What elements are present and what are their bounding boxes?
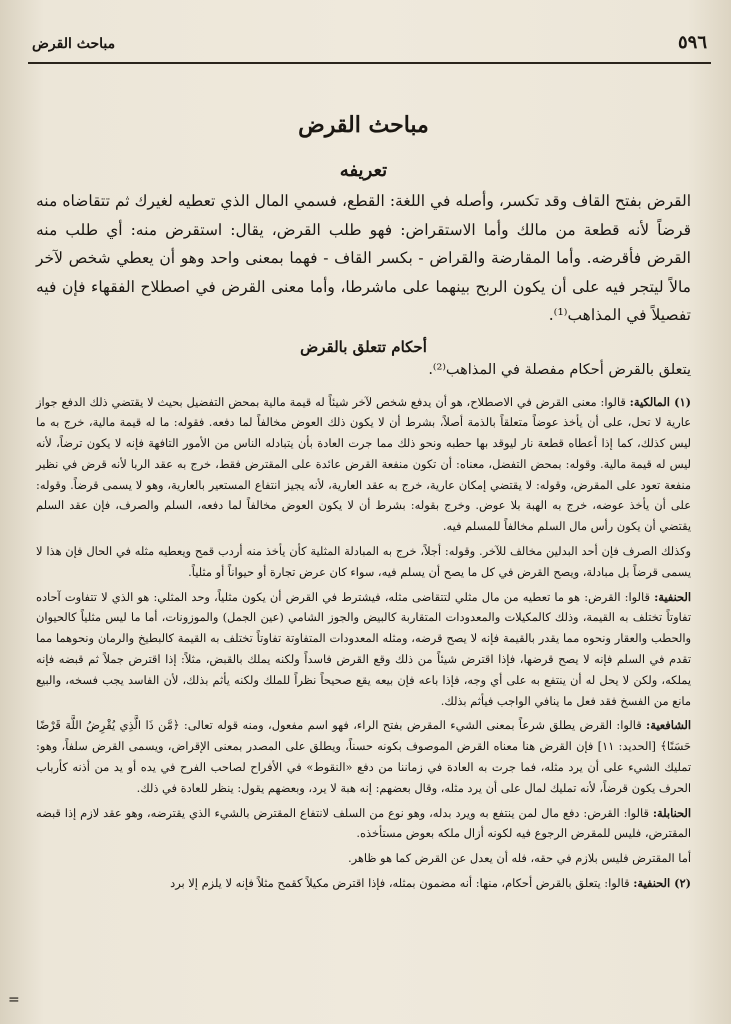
- continuation-mark: =: [8, 992, 20, 1008]
- footnote-label: (١) المالكية:: [629, 394, 691, 409]
- rulings-paragraph: يتعلق بالقرض أحكام مفصلة في المذاهب⁽²⁾.: [428, 361, 691, 378]
- footnote-text: قالوا: القرض يطلق شرعاً بمعنى الشيء المقرض بفتح الراء، فهو اسم مفعول، ومنه قوله تعالى: ﴿مَّن ذَا الَّذِي يُقْرِضُ اللَّهَ قَرْضًا حَسَنًا﴾ [الحديد: ١١] فإن القرض هنا معناه القرض الموصوف بكونه حسناً، ويطلق على المصدر بمعنى الإقراض، ويسمى القرض سلفاً، وهو: تمليك الشيء على أن يرد مثله، فما جرت به العادة في زماننا من دفع «النقوط» في الأفراح لصاحب الفرح في يده أو يد من أذنه كأرباب الحرف يكون قرضاً، لأنه تمليك لمال على أن يرد مثله، وقال بعضهم: إنه هبة لا يرد، وبعضهم يقول: ينظر للعادة في ذلك.: [36, 718, 691, 795]
- footnote-hanafi: [36, 587, 691, 712]
- footnote-text: قالوا: يتعلق بالقرض أحكام، منها: أنه مضمون بمثله، فإذا اقترض مكيلاً كقمح مثلاً فإنه لا يلزم إلا برد: [170, 876, 630, 891]
- running-title: مباحث القرض: [32, 36, 116, 52]
- page-body: [36, 112, 691, 898]
- footnote-shafii: [36, 715, 691, 798]
- footnote-maliki-continued: [36, 541, 691, 583]
- definition-heading: تعريفه: [339, 160, 388, 181]
- definition-paragraph: القرض بفتح القاف وقد تكسر، وأصله في اللغة: القطع، فسمي المال الذي تعطيه لغيرك ثم تتقاضاه منه قرضاً لأنه قطعة من مالك وأما الاستقراض: فهو طلب القرض، يقال: استقرض منه: أي طلب منه القرض فأقرضه. وأما المقارضة والقراض - بكسر القاف - فهما بمعنى واحد وهو أن يعطي شخص لآخر مالاً ليتجر فيه على أن يكون الربح بينهما على ماشرطا، وأما معنى القرض في اصطلاح الفقهاء فإن فيه تفصيلاً في المذاهب⁽¹⁾.: [36, 192, 691, 324]
- footnote-text: وكذلك الصرف فإن أحد البدلين مخالف للآخر. وقوله: أجلاً، خرج به المبادلة المثلية كأن يأخذ منه أردب قمح ويعطيه مثله في الحال فإن هذا لا يسمى قرضاً بل مبادلة، ويصح القرض في كل ما يصح أن يسلم فيه، سواء كان عرض تجارة أو حيواناً أو مثلياً.: [36, 544, 691, 579]
- footnote-text: قالوا: معنى القرض في الاصطلاح، هو أن يدفع شخص لآخر شيئاً له قيمة مالية بمحض التفضيل بحيث لا يقتضي ذلك الدفع جواز عارية لا تحل، على أن يأخذ عوضاً متعلقاً بالذمة أصلاً، بشرط أن لا يكون ذلك العوض مخالفاً لما دفعه. فقوله: ما له قيمة مالية، خرج به ما ليس كذلك، كما إذا أعطاه قطعة نار ليوقد بها حطبه ونحو ذلك مما جرت العادة بأن يتبادله الناس من الأمور التافهة فإنه لا يكون ترضاً، لأنه ليس له قيمة مالية. وقوله: بمحض التفضل، معناه: أن تكون منفعة القرض عائدة على المقترض فقط، خرج به عقد الربا لأنه قرض في نظير منفعة تعود على المقرض، وقوله: لا يقتضي إمكان عارية، خرج به عقد العارية، لأنه يجيز انتفاع المستعير بالعارية، وهو لا يسمى قرضاً. وقوله: على أن يأخذ عوضه، خرج به الهبة بلا عوض. وخرج بقوله: بشرط أن لا يكون العوض مخالفاً لما دفعه، السلم والصرف، فإن عقد السلم يقتضي أن يكون رأس مال السلم مخالفاً للمسلم فيه.: [36, 394, 691, 534]
- footnote-maliki: [36, 392, 691, 538]
- footnote-label: الحنابلة:: [652, 805, 691, 820]
- footnotes: [36, 392, 691, 894]
- footnote-2-hanafi: [36, 873, 691, 894]
- page-header: [28, 28, 711, 64]
- footnote-hanbali-continued: [36, 848, 691, 869]
- footnote-text: أما المقترض فليس بلازم في حقه، فله أن يعدل عن القرض كما هو ظاهر.: [347, 851, 691, 866]
- footnote-text: قالوا: القرض: هو ما تعطيه من مال مثلي لتتقاضى مثله، فيشترط في القرض أن يكون مثلياً، وحد المثلي: هو الذي لا تتفاوت آحاده تفاوتاً تختلف به القيمة، وذلك كالمكيلات والمعدودات المتقاربة كالبيض والجوز الشامي (عين الجمل) والموزونات، أما ما ليس مثلياً كالحيوان والحطب والعقار ونحوه مما يقدر بالقيمة فإنه لا يصح قرضه، ومثله المعدودات المتفاوتة تفاوتاً تختلف به القيمة كالبطيخ والرمان ونحوهما مما تقدم في السلم فإنه لا يصح قرضها، فإذا اقترض شيئاً من ذلك وقع القرض فاسداً ولكنه يملك بالقبض، مثلاً: إذا اقترض جملاً ثم قبضه فإنه يملكه، ولكن لا يحل له أن ينتفع به على أي وجه، فإذا باعه فإن بيعه يقع صحيحاً نظراً للملك ولكنه يأثم بذلك، لأن الفاسد يجب فسخه، والبيع مانع من الفسخ فقد فعل ما ينافي الواجب فيأثم بذلك.: [36, 589, 691, 708]
- footnote-label: الشافعية:: [646, 718, 691, 733]
- page-number: ٥٩٦: [677, 32, 707, 53]
- rulings-heading: أحكام تتعلق بالقرض: [300, 337, 427, 356]
- footnote-label: (٢) الحنفية:: [633, 876, 691, 891]
- chapter-title: مباحث القرض: [298, 112, 429, 138]
- footnote-label: الحنفية:: [654, 589, 691, 604]
- footnote-hanbali: [36, 803, 691, 845]
- footnote-text: قالوا: القرض: دفع مال لمن ينتفع به ويرد بدله، وهو نوع من السلف لانتفاع المقترض بالشيء الذي يقترضه، وهو عقد لازم إذا قبضه المقترض، فليس للمقرض الرجوع فيه لكونه أزال ملكه بعوض مستأخذه.: [36, 805, 691, 841]
